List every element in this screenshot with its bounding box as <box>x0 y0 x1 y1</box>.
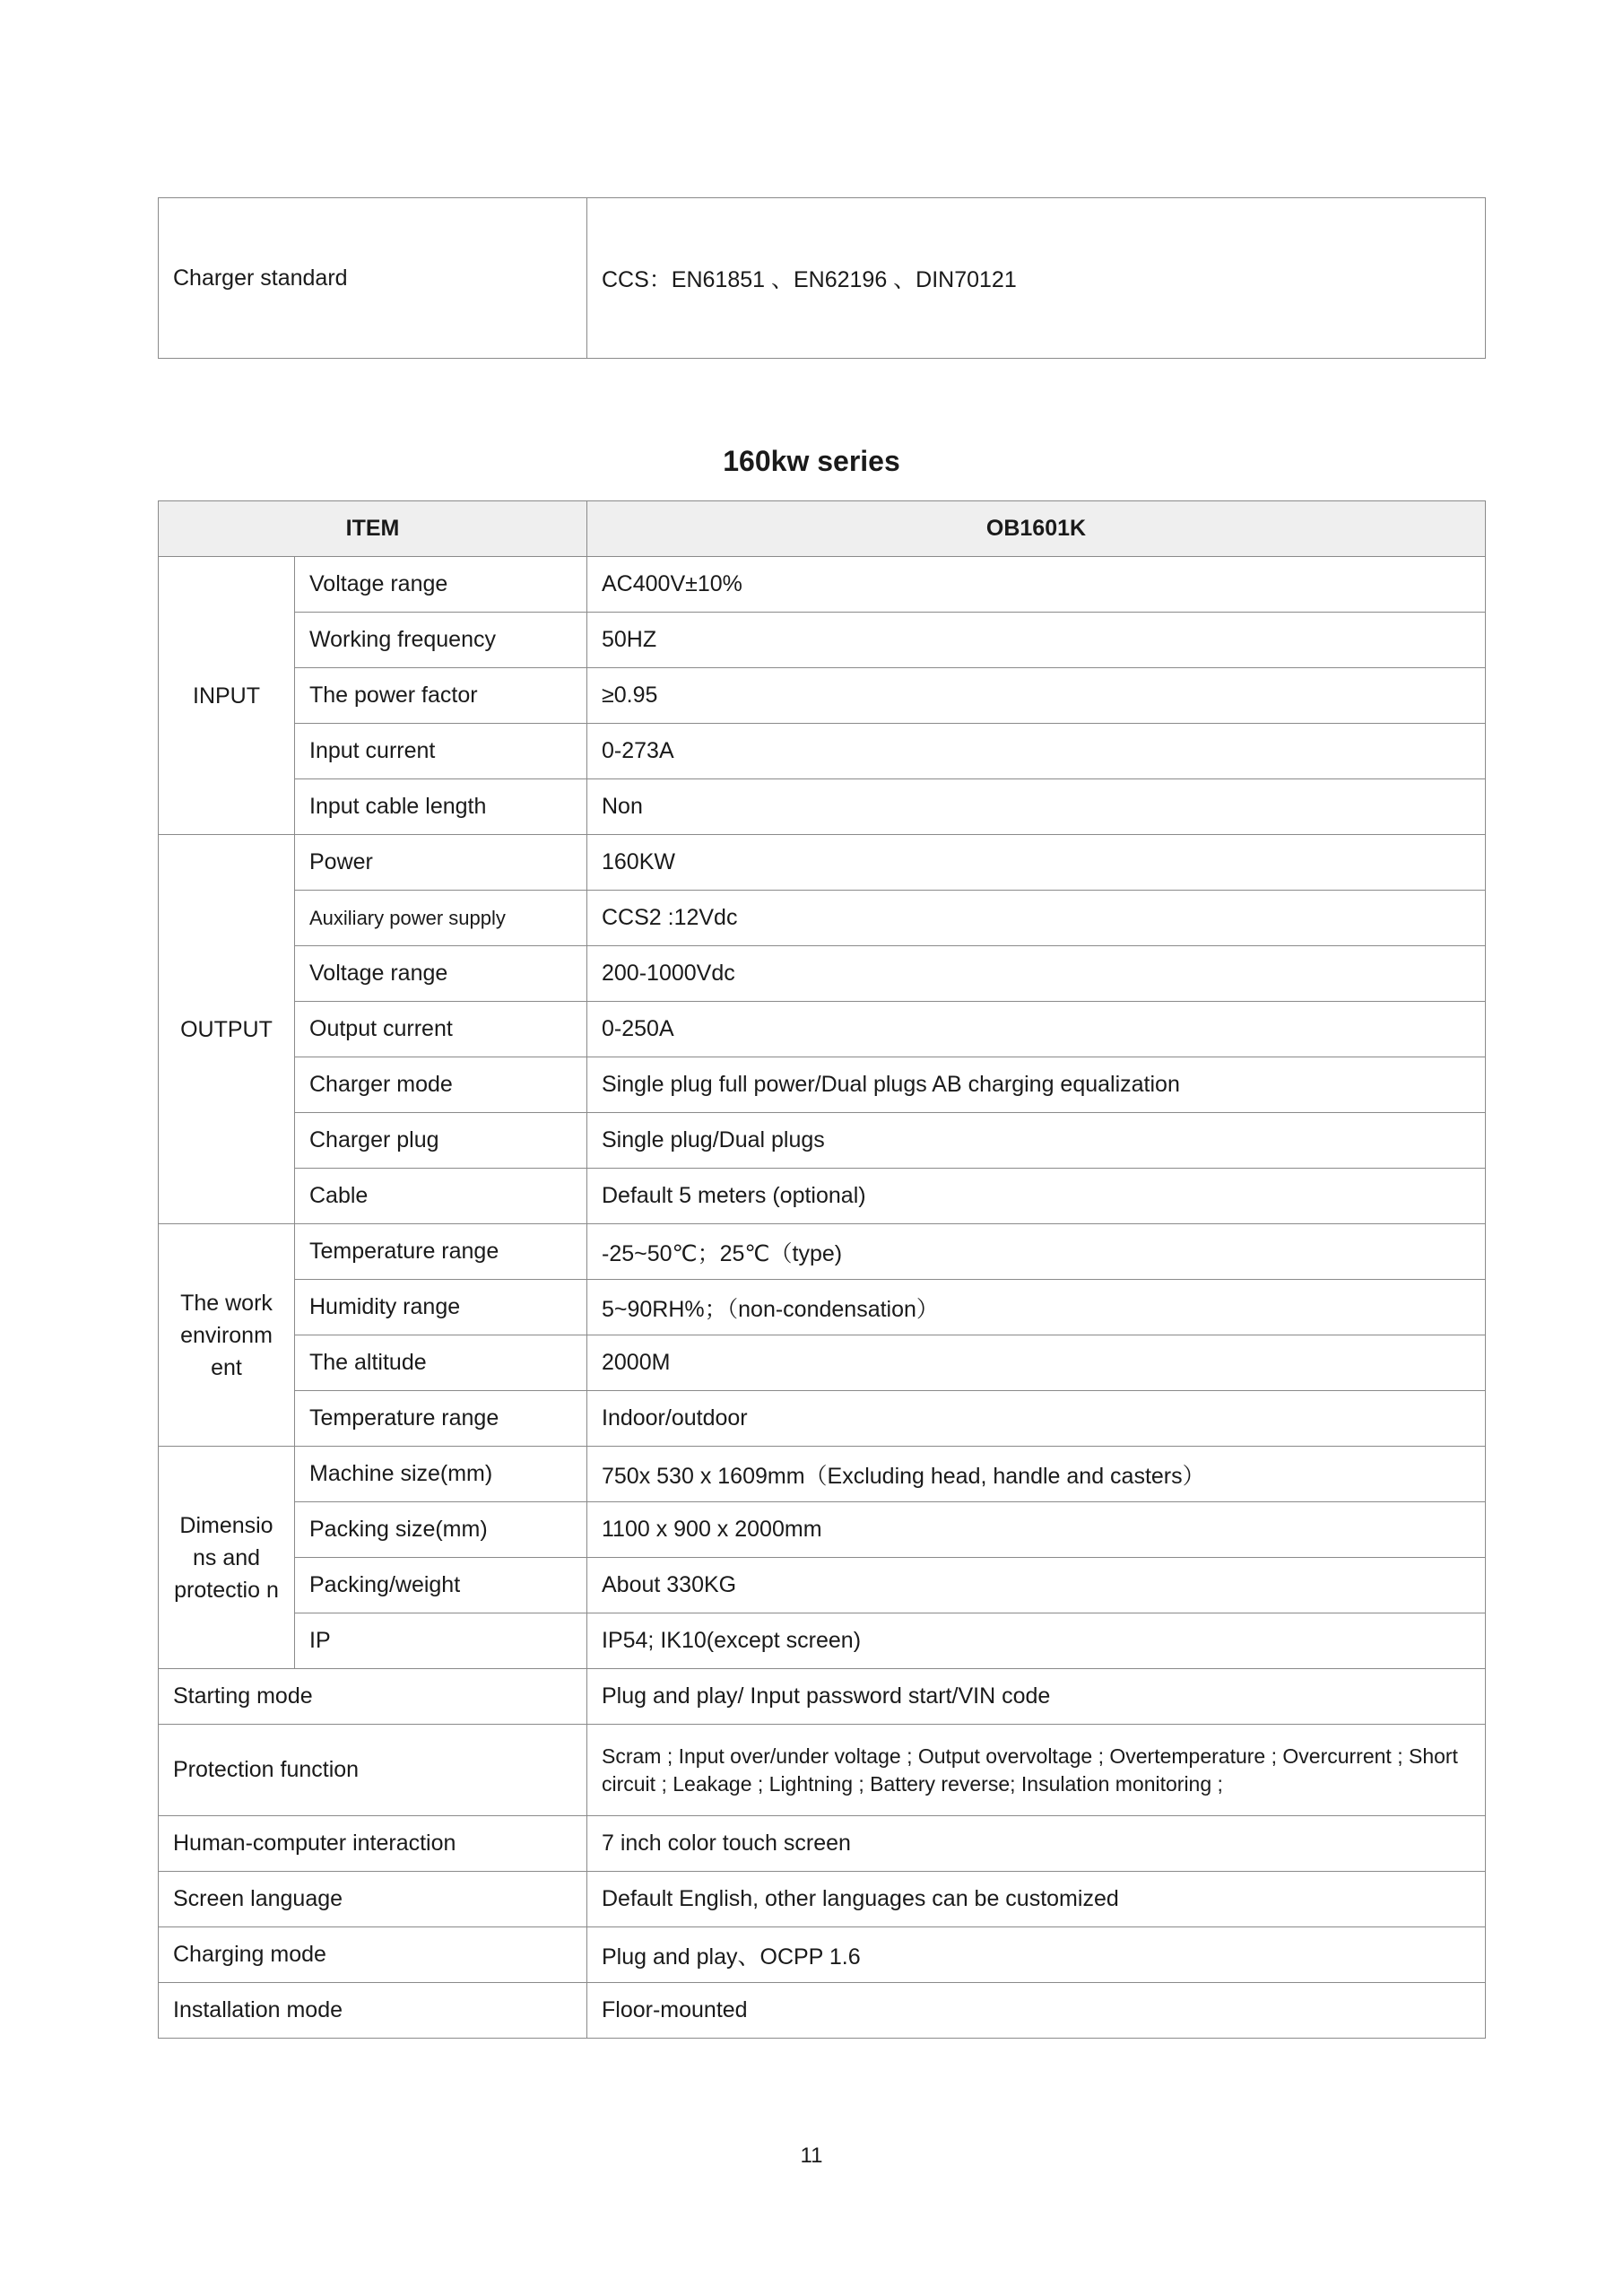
row-value: 0-273A <box>587 724 1486 779</box>
table-row <box>159 613 1486 668</box>
table-row <box>159 1669 1486 1725</box>
table-row <box>159 557 1486 613</box>
row-value: AC400V±10% <box>587 557 1486 613</box>
table-row <box>159 1816 1486 1872</box>
table-row <box>159 1280 1486 1335</box>
row-item: Output current <box>295 1002 587 1057</box>
row-item: Installation mode <box>159 1983 587 2039</box>
row-item: Packing/weight <box>295 1558 587 1613</box>
row-item: Packing size(mm) <box>295 1502 587 1558</box>
row-item: Charger plug <box>295 1113 587 1169</box>
row-value: Floor-mounted <box>587 1983 1486 2039</box>
row-value: Single plug/Dual plugs <box>587 1113 1486 1169</box>
row-item: Humidity range <box>295 1280 587 1335</box>
table-row <box>159 668 1486 724</box>
row-item: Temperature range <box>295 1391 587 1447</box>
row-value: IP54; IK10(except screen) <box>587 1613 1486 1669</box>
table-row <box>159 835 1486 891</box>
table-row <box>159 1872 1486 1927</box>
row-value: 50HZ <box>587 613 1486 668</box>
table-row <box>159 724 1486 779</box>
spec-table <box>158 500 1486 2039</box>
row-item: Charger mode <box>295 1057 587 1113</box>
table-row <box>159 779 1486 835</box>
row-value: 0-250A <box>587 1002 1486 1057</box>
row-value: Plug and play/ Input password start/VIN code <box>587 1669 1486 1725</box>
row-value: 200-1000Vdc <box>587 946 1486 1002</box>
row-item: Screen language <box>159 1872 587 1927</box>
table-row <box>159 891 1486 946</box>
page-number: 11 <box>800 2144 823 2168</box>
row-value: Single plug full power/Dual plugs AB charging equalization <box>587 1057 1486 1113</box>
row-value: ≥0.95 <box>587 668 1486 724</box>
row-item: The power factor <box>295 668 587 724</box>
group-environment-label: The work environm ent <box>159 1224 295 1447</box>
standard-label: Charger standard <box>159 198 587 359</box>
group-input-label: INPUT <box>159 557 295 835</box>
row-value: Non <box>587 779 1486 835</box>
row-value: CCS2 :12Vdc <box>587 891 1486 946</box>
table-row <box>159 1224 1486 1280</box>
table-row <box>159 1057 1486 1113</box>
row-item: Working frequency <box>295 613 587 668</box>
row-value: About 330KG <box>587 1558 1486 1613</box>
row-item: Power <box>295 835 587 891</box>
row-item: Input cable length <box>295 779 587 835</box>
table-row <box>159 1113 1486 1169</box>
row-value: 2000M <box>587 1335 1486 1391</box>
table-row <box>159 1169 1486 1224</box>
row-item: Input current <box>295 724 587 779</box>
row-item: Machine size(mm) <box>295 1447 587 1502</box>
row-item: IP <box>295 1613 587 1669</box>
table-row <box>159 198 1486 359</box>
row-item: Protection function <box>159 1725 587 1816</box>
table-row <box>159 1447 1486 1502</box>
table-row <box>159 1927 1486 1983</box>
row-value: Plug and play、OCPP 1.6 <box>587 1927 1486 1983</box>
standard-value: CCS：EN61851 、EN62196 、DIN70121 <box>587 198 1486 359</box>
row-item: Voltage range <box>295 557 587 613</box>
row-value: -25~50℃；25℃（type) <box>587 1224 1486 1280</box>
table-row <box>159 946 1486 1002</box>
table-header-row <box>159 501 1486 557</box>
group-dimensions-label: Dimensio ns and protectio n <box>159 1447 295 1669</box>
row-item: Charging mode <box>159 1927 587 1983</box>
row-value: 1100 x 900 x 2000mm <box>587 1502 1486 1558</box>
row-value: Scram ; Input over/under voltage ; Output overvoltage ; Overtemperature ; Overcurrent ; Short circuit ; Leakage ; Lightning ; Battery reverse; Insulation monitoring ; <box>587 1725 1486 1816</box>
table-row <box>159 1613 1486 1669</box>
row-value: 7 inch color touch screen <box>587 1816 1486 1872</box>
row-value: 5~90RH%；（non-condensation） <box>587 1280 1486 1335</box>
table-row <box>159 1335 1486 1391</box>
row-item: The altitude <box>295 1335 587 1391</box>
table-row <box>159 1002 1486 1057</box>
row-item: Cable <box>295 1169 587 1224</box>
header-model: OB1601K <box>587 501 1486 557</box>
table-row <box>159 1725 1486 1816</box>
table-row <box>159 1391 1486 1447</box>
row-value: Default English, other languages can be customized <box>587 1872 1486 1927</box>
table-row <box>159 1983 1486 2039</box>
row-item: Starting mode <box>159 1669 587 1725</box>
row-value: Indoor/outdoor <box>587 1391 1486 1447</box>
table-row <box>159 1502 1486 1558</box>
row-value: 750x 530 x 1609mm（Excluding head, handle and casters） <box>587 1447 1486 1502</box>
header-item: ITEM <box>159 501 587 557</box>
table-row <box>159 1558 1486 1613</box>
charger-standard-table <box>158 197 1486 359</box>
row-item: Auxiliary power supply <box>295 891 587 946</box>
group-output-label: OUTPUT <box>159 835 295 1224</box>
row-item: Human-computer interaction <box>159 1816 587 1872</box>
row-value: Default 5 meters (optional) <box>587 1169 1486 1224</box>
row-value: 160KW <box>587 835 1486 891</box>
row-item: Temperature range <box>295 1224 587 1280</box>
row-item: Voltage range <box>295 946 587 1002</box>
series-title: 160kw series <box>723 445 900 477</box>
